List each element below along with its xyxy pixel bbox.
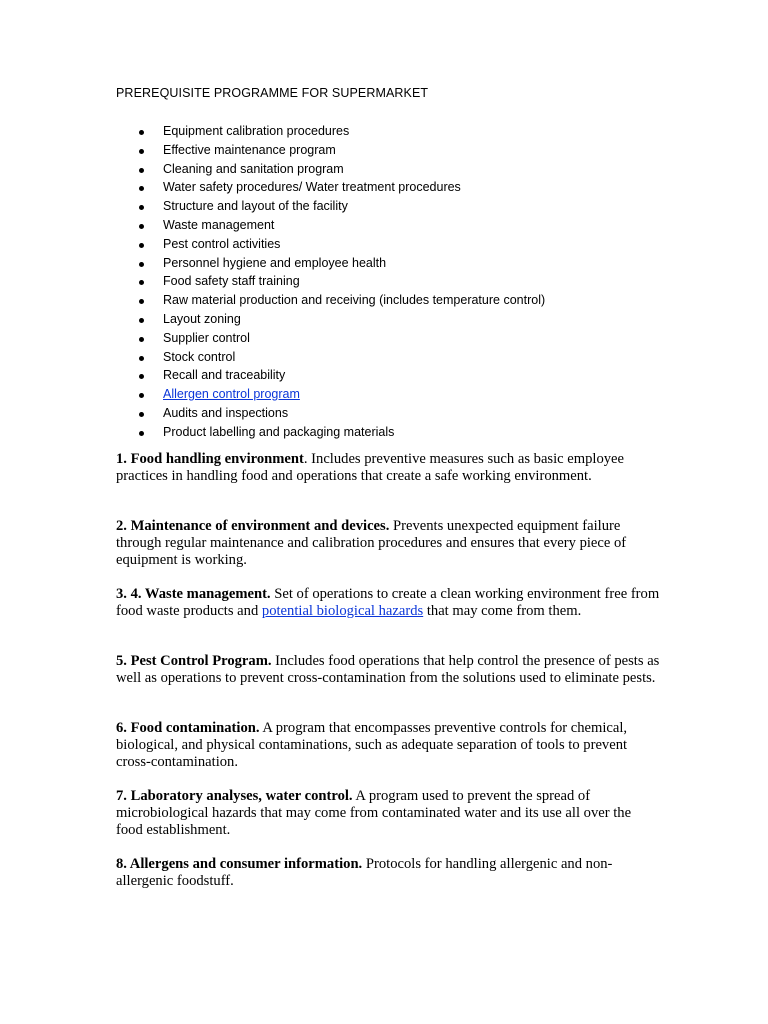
section-body: Set of operations to create a clean working environment free from food waste products and	[116, 586, 660, 619]
list-item-label: Cleaning and sanitation program	[163, 161, 344, 176]
bullet-icon	[139, 299, 144, 304]
list-item	[136, 385, 545, 404]
section-pest-control	[116, 653, 661, 687]
section-heading: 3. 4. Waste management.	[116, 586, 271, 602]
bullet-icon	[139, 431, 144, 436]
bullet-icon	[139, 393, 144, 398]
list-item-label: Recall and traceability	[163, 368, 286, 383]
section-body: Includes food operations that help control the presence of pests as well as operations to prevent cross-contamination from the solutions used to eliminate pests.	[116, 653, 660, 686]
biological-hazards-link[interactable]: potential biological hazards	[261, 602, 424, 619]
section-body: Prevents unexpected equipment failure through regular maintenance and calibration procedures and ensures that every piece of equipment is working.	[116, 518, 627, 568]
list-item	[136, 366, 545, 385]
list-item-label: Audits and inspections	[163, 405, 289, 420]
section-body: A program used to prevent the spread of microbiological hazards that may come from contaminated water and its use all over the food establishment.	[116, 788, 632, 838]
section-heading: 8. Allergens and consumer information.	[116, 856, 363, 872]
page-title: PREREQUISITE PROGRAMME FOR SUPERMARKET	[116, 86, 429, 100]
list-item-label: Waste management	[163, 217, 275, 232]
list-item	[136, 122, 545, 141]
section-body: that may come from them.	[423, 602, 582, 619]
list-item	[136, 160, 545, 179]
list-item-label: Layout zoning	[163, 311, 241, 326]
list-item	[136, 178, 545, 197]
section-waste-management	[116, 586, 661, 620]
bullet-icon	[139, 224, 144, 229]
section-body: . Includes preventive measures such as basic employee practices in handling food and operations that create a safe working environment.	[116, 451, 625, 484]
list-item	[136, 235, 545, 254]
bullet-icon	[139, 280, 144, 285]
list-item-label: Structure and layout of the facility	[163, 199, 348, 214]
list-item-label: Product labelling and packaging materials	[163, 424, 395, 439]
bullet-icon	[139, 337, 144, 342]
list-item-label: Equipment calibration procedures	[163, 124, 350, 138]
list-item	[136, 404, 545, 423]
bullet-icon	[139, 318, 144, 323]
bullet-icon	[139, 168, 144, 173]
bullet-icon	[139, 412, 144, 417]
list-item	[136, 216, 545, 235]
section-laboratory-analyses	[116, 788, 661, 839]
list-item	[136, 329, 545, 348]
allergen-control-link[interactable]: Allergen control program	[163, 387, 300, 402]
list-item	[136, 254, 545, 273]
bullet-icon	[139, 205, 144, 210]
list-item-label: Effective maintenance program	[163, 142, 336, 157]
list-item	[136, 348, 545, 367]
list-item-label: Personnel hygiene and employee health	[163, 255, 387, 270]
section-food-contamination	[116, 720, 661, 771]
bullet-icon	[139, 262, 144, 267]
list-item	[136, 291, 545, 310]
list-item-label: Raw material production and receiving (includes temperature control)	[163, 293, 546, 308]
list-item-label: Supplier control	[163, 330, 250, 345]
list-item	[136, 141, 545, 160]
list-item	[136, 272, 545, 291]
section-body: A program that encompasses preventive controls for chemical, biological, and physical contaminations, such as adequate separation of tools to prevent cross-contamination.	[116, 720, 628, 770]
list-item-label: Stock control	[163, 349, 236, 364]
list-item-label: Food safety staff training	[163, 274, 300, 289]
list-item-label: Pest control activities	[163, 236, 281, 251]
section-body: Protocols for handling allergenic and non-allergenic foodstuff.	[116, 856, 613, 889]
list-item	[136, 197, 545, 216]
list-item-label: Water safety procedures/ Water treatment procedures	[163, 180, 461, 195]
section-heading: 5. Pest Control Program.	[116, 653, 272, 669]
list-item	[136, 310, 545, 329]
section-allergens	[116, 856, 661, 890]
bullet-icon	[139, 149, 144, 154]
list-item	[136, 423, 545, 442]
prerequisite-list	[136, 122, 545, 442]
section-heading: 6. Food contamination.	[116, 720, 260, 736]
bullet-icon	[139, 243, 144, 248]
section-heading: 7. Laboratory analyses, water control.	[116, 788, 353, 804]
bullet-icon	[139, 130, 144, 135]
section-food-handling	[116, 451, 661, 485]
bullet-icon	[139, 374, 144, 379]
bullet-icon	[139, 356, 144, 361]
section-heading: 2. Maintenance of environment and devices.	[116, 518, 390, 534]
section-heading: 1. Food handling environment	[116, 451, 304, 467]
section-maintenance	[116, 518, 661, 569]
bullet-icon	[139, 186, 144, 191]
